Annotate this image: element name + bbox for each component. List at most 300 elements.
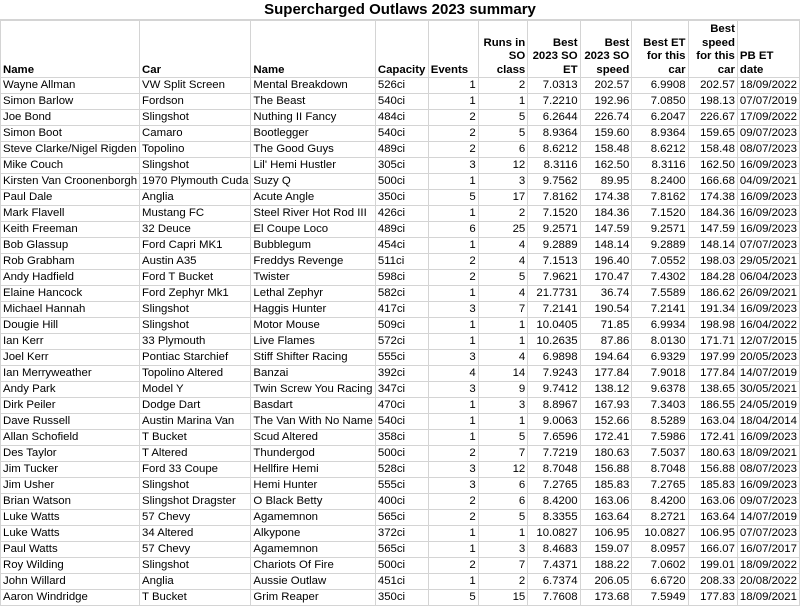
events-cell[interactable]: 1 [428, 398, 478, 414]
events-cell[interactable]: 1 [428, 414, 478, 430]
events-cell[interactable]: 3 [428, 478, 478, 494]
car-name-cell[interactable]: Lethal Zephyr [251, 286, 375, 302]
car-name-cell[interactable]: Bootlegger [251, 126, 375, 142]
col-header-events[interactable]: Events [428, 21, 478, 78]
events-cell[interactable]: 1 [428, 526, 478, 542]
car-best-speed-cell[interactable]: 158.48 [688, 142, 737, 158]
car-best-et-cell[interactable]: 8.0957 [632, 542, 688, 558]
best-speed-cell[interactable]: 174.38 [580, 190, 632, 206]
car-cell[interactable]: Pontiac Starchief [140, 350, 251, 366]
runs-cell[interactable]: 7 [478, 446, 528, 462]
pb-date-cell[interactable]: 16/09/2023 [737, 222, 799, 238]
car-cell[interactable]: T Bucket [140, 430, 251, 446]
car-best-speed-cell[interactable]: 186.62 [688, 286, 737, 302]
runs-cell[interactable]: 6 [478, 494, 528, 510]
best-speed-cell[interactable]: 172.41 [580, 430, 632, 446]
capacity-cell[interactable]: 500ci [375, 558, 428, 574]
car-name-cell[interactable]: Chariots Of Fire [251, 558, 375, 574]
pb-date-cell[interactable]: 26/09/2021 [737, 286, 799, 302]
best-et-cell[interactable]: 8.3355 [528, 510, 580, 526]
car-name-cell[interactable]: Aussie Outlaw [251, 574, 375, 590]
events-cell[interactable]: 1 [428, 334, 478, 350]
car-name-cell[interactable]: O Black Betty [251, 494, 375, 510]
driver-name-cell[interactable]: Paul Watts [1, 542, 140, 558]
events-cell[interactable]: 3 [428, 350, 478, 366]
capacity-cell[interactable]: 350ci [375, 190, 428, 206]
best-et-cell[interactable]: 7.2765 [528, 478, 580, 494]
runs-cell[interactable]: 25 [478, 222, 528, 238]
car-best-et-cell[interactable]: 10.0827 [632, 526, 688, 542]
car-name-cell[interactable]: Freddys Revenge [251, 254, 375, 270]
runs-cell[interactable]: 3 [478, 398, 528, 414]
car-cell[interactable]: Topolino [140, 142, 251, 158]
events-cell[interactable]: 1 [428, 206, 478, 222]
car-cell[interactable]: 57 Chevy [140, 542, 251, 558]
best-et-cell[interactable]: 8.4683 [528, 542, 580, 558]
car-name-cell[interactable]: Live Flames [251, 334, 375, 350]
car-cell[interactable]: Mustang FC [140, 206, 251, 222]
driver-name-cell[interactable]: Mark Flavell [1, 206, 140, 222]
pb-date-cell[interactable]: 07/07/2023 [737, 526, 799, 542]
capacity-cell[interactable]: 484ci [375, 110, 428, 126]
runs-cell[interactable]: 9 [478, 382, 528, 398]
capacity-cell[interactable]: 555ci [375, 478, 428, 494]
events-cell[interactable]: 2 [428, 110, 478, 126]
car-best-et-cell[interactable]: 8.5289 [632, 414, 688, 430]
capacity-cell[interactable]: 565ci [375, 510, 428, 526]
best-et-cell[interactable]: 8.9364 [528, 126, 580, 142]
pb-date-cell[interactable]: 16/09/2023 [737, 158, 799, 174]
best-speed-cell[interactable]: 202.57 [580, 78, 632, 94]
capacity-cell[interactable]: 500ci [375, 174, 428, 190]
car-best-speed-cell[interactable]: 174.38 [688, 190, 737, 206]
car-best-speed-cell[interactable]: 177.83 [688, 590, 737, 606]
best-et-cell[interactable]: 10.0405 [528, 318, 580, 334]
pb-date-cell[interactable]: 20/08/2022 [737, 574, 799, 590]
car-name-cell[interactable]: Acute Angle [251, 190, 375, 206]
pb-date-cell[interactable]: 08/07/2023 [737, 142, 799, 158]
col-header-driver-name[interactable]: Name [1, 21, 140, 78]
car-name-cell[interactable]: Lil' Hemi Hustler [251, 158, 375, 174]
car-name-cell[interactable]: Scud Altered [251, 430, 375, 446]
best-speed-cell[interactable]: 159.07 [580, 542, 632, 558]
car-cell[interactable]: Fordson [140, 94, 251, 110]
car-best-speed-cell[interactable]: 184.36 [688, 206, 737, 222]
best-et-cell[interactable]: 21.7731 [528, 286, 580, 302]
runs-cell[interactable]: 2 [478, 574, 528, 590]
car-best-speed-cell[interactable]: 172.41 [688, 430, 737, 446]
runs-cell[interactable]: 5 [478, 126, 528, 142]
pb-date-cell[interactable]: 20/05/2023 [737, 350, 799, 366]
car-name-cell[interactable]: The Beast [251, 94, 375, 110]
runs-cell[interactable]: 3 [478, 174, 528, 190]
pb-date-cell[interactable]: 16/09/2023 [737, 190, 799, 206]
events-cell[interactable]: 1 [428, 286, 478, 302]
car-cell[interactable]: 33 Plymouth [140, 334, 251, 350]
driver-name-cell[interactable]: Des Taylor [1, 446, 140, 462]
events-cell[interactable]: 1 [428, 430, 478, 446]
best-et-cell[interactable]: 9.7412 [528, 382, 580, 398]
best-speed-cell[interactable]: 170.47 [580, 270, 632, 286]
driver-name-cell[interactable]: Roy Wilding [1, 558, 140, 574]
car-best-et-cell[interactable]: 9.2889 [632, 238, 688, 254]
driver-name-cell[interactable]: Elaine Hancock [1, 286, 140, 302]
driver-name-cell[interactable]: Bob Glassup [1, 238, 140, 254]
car-name-cell[interactable]: Motor Mouse [251, 318, 375, 334]
driver-name-cell[interactable]: Wayne Allman [1, 78, 140, 94]
car-name-cell[interactable]: Bubblegum [251, 238, 375, 254]
events-cell[interactable]: 1 [428, 94, 478, 110]
col-header-pb-date[interactable]: PB ET date [737, 21, 799, 78]
col-header-car-best-speed[interactable]: Best speed for this car [688, 21, 737, 78]
events-cell[interactable]: 2 [428, 446, 478, 462]
driver-name-cell[interactable]: Dougie Hill [1, 318, 140, 334]
best-et-cell[interactable]: 10.2635 [528, 334, 580, 350]
events-cell[interactable]: 1 [428, 318, 478, 334]
car-best-et-cell[interactable]: 8.4200 [632, 494, 688, 510]
car-best-speed-cell[interactable]: 185.83 [688, 478, 737, 494]
best-speed-cell[interactable]: 71.85 [580, 318, 632, 334]
runs-cell[interactable]: 1 [478, 526, 528, 542]
driver-name-cell[interactable]: Ian Merryweather [1, 366, 140, 382]
best-speed-cell[interactable]: 148.14 [580, 238, 632, 254]
capacity-cell[interactable]: 400ci [375, 494, 428, 510]
driver-name-cell[interactable]: Jim Usher [1, 478, 140, 494]
car-best-et-cell[interactable]: 7.2141 [632, 302, 688, 318]
best-speed-cell[interactable]: 162.50 [580, 158, 632, 174]
best-speed-cell[interactable]: 196.40 [580, 254, 632, 270]
car-best-et-cell[interactable]: 8.6212 [632, 142, 688, 158]
car-cell[interactable]: Anglia [140, 190, 251, 206]
driver-name-cell[interactable]: Joel Kerr [1, 350, 140, 366]
car-best-speed-cell[interactable]: 163.04 [688, 414, 737, 430]
best-et-cell[interactable]: 7.2141 [528, 302, 580, 318]
car-cell[interactable]: Anglia [140, 574, 251, 590]
car-best-et-cell[interactable]: 7.3403 [632, 398, 688, 414]
best-et-cell[interactable]: 8.6212 [528, 142, 580, 158]
car-cell[interactable]: Slingshot Dragster [140, 494, 251, 510]
pb-date-cell[interactable]: 14/07/2019 [737, 510, 799, 526]
capacity-cell[interactable]: 509ci [375, 318, 428, 334]
capacity-cell[interactable]: 358ci [375, 430, 428, 446]
car-cell[interactable]: Austin Marina Van [140, 414, 251, 430]
best-et-cell[interactable]: 9.0063 [528, 414, 580, 430]
best-speed-cell[interactable]: 36.74 [580, 286, 632, 302]
events-cell[interactable]: 2 [428, 558, 478, 574]
car-cell[interactable]: T Bucket [140, 590, 251, 606]
runs-cell[interactable]: 2 [478, 78, 528, 94]
driver-name-cell[interactable]: Allan Schofield [1, 430, 140, 446]
car-best-speed-cell[interactable]: 162.50 [688, 158, 737, 174]
pb-date-cell[interactable]: 24/05/2019 [737, 398, 799, 414]
car-best-speed-cell[interactable]: 166.07 [688, 542, 737, 558]
car-cell[interactable]: VW Split Screen [140, 78, 251, 94]
best-speed-cell[interactable]: 173.68 [580, 590, 632, 606]
events-cell[interactable]: 2 [428, 126, 478, 142]
car-name-cell[interactable]: Suzy Q [251, 174, 375, 190]
car-name-cell[interactable]: Grim Reaper [251, 590, 375, 606]
car-best-et-cell[interactable]: 8.7048 [632, 462, 688, 478]
best-et-cell[interactable]: 6.2644 [528, 110, 580, 126]
best-et-cell[interactable]: 8.4200 [528, 494, 580, 510]
capacity-cell[interactable]: 451ci [375, 574, 428, 590]
car-name-cell[interactable]: Stiff Shifter Racing [251, 350, 375, 366]
car-best-speed-cell[interactable]: 198.13 [688, 94, 737, 110]
capacity-cell[interactable]: 470ci [375, 398, 428, 414]
pb-date-cell[interactable]: 16/09/2023 [737, 478, 799, 494]
car-best-et-cell[interactable]: 7.2765 [632, 478, 688, 494]
car-name-cell[interactable]: Thundergod [251, 446, 375, 462]
car-best-et-cell[interactable]: 7.5589 [632, 286, 688, 302]
driver-name-cell[interactable]: Dave Russell [1, 414, 140, 430]
best-speed-cell[interactable]: 206.05 [580, 574, 632, 590]
capacity-cell[interactable]: 540ci [375, 126, 428, 142]
pb-date-cell[interactable]: 18/09/2022 [737, 558, 799, 574]
driver-name-cell[interactable]: Dirk Peiler [1, 398, 140, 414]
driver-name-cell[interactable]: John Willard [1, 574, 140, 590]
car-cell[interactable]: 34 Altered [140, 526, 251, 542]
pb-date-cell[interactable]: 18/09/2022 [737, 78, 799, 94]
runs-cell[interactable]: 5 [478, 270, 528, 286]
driver-name-cell[interactable]: Luke Watts [1, 510, 140, 526]
car-name-cell[interactable]: Hemi Hunter [251, 478, 375, 494]
car-best-et-cell[interactable]: 7.0602 [632, 558, 688, 574]
car-best-et-cell[interactable]: 7.5986 [632, 430, 688, 446]
pb-date-cell[interactable]: 29/05/2021 [737, 254, 799, 270]
driver-name-cell[interactable]: Paul Dale [1, 190, 140, 206]
capacity-cell[interactable]: 582ci [375, 286, 428, 302]
best-speed-cell[interactable]: 190.54 [580, 302, 632, 318]
col-header-best-speed[interactable]: Best 2023 SO speed [580, 21, 632, 78]
car-name-cell[interactable]: Mental Breakdown [251, 78, 375, 94]
best-et-cell[interactable]: 9.2889 [528, 238, 580, 254]
col-header-runs[interactable]: Runs in SO class [478, 21, 528, 78]
car-name-cell[interactable]: Basdart [251, 398, 375, 414]
events-cell[interactable]: 6 [428, 222, 478, 238]
car-cell[interactable]: Ford 33 Coupe [140, 462, 251, 478]
car-best-speed-cell[interactable]: 106.95 [688, 526, 737, 542]
runs-cell[interactable]: 4 [478, 350, 528, 366]
capacity-cell[interactable]: 426ci [375, 206, 428, 222]
capacity-cell[interactable]: 540ci [375, 414, 428, 430]
car-cell[interactable]: Slingshot [140, 478, 251, 494]
runs-cell[interactable]: 1 [478, 414, 528, 430]
best-et-cell[interactable]: 9.2571 [528, 222, 580, 238]
car-cell[interactable]: Austin A35 [140, 254, 251, 270]
best-et-cell[interactable]: 7.1520 [528, 206, 580, 222]
car-name-cell[interactable]: Twin Screw You Racing [251, 382, 375, 398]
driver-name-cell[interactable]: Andy Park [1, 382, 140, 398]
runs-cell[interactable]: 4 [478, 286, 528, 302]
events-cell[interactable]: 2 [428, 254, 478, 270]
runs-cell[interactable]: 6 [478, 142, 528, 158]
pb-date-cell[interactable]: 18/09/2021 [737, 590, 799, 606]
best-et-cell[interactable]: 8.7048 [528, 462, 580, 478]
car-best-speed-cell[interactable]: 177.84 [688, 366, 737, 382]
best-speed-cell[interactable]: 163.06 [580, 494, 632, 510]
car-cell[interactable]: T Altered [140, 446, 251, 462]
best-speed-cell[interactable]: 106.95 [580, 526, 632, 542]
events-cell[interactable]: 2 [428, 270, 478, 286]
car-name-cell[interactable]: El Coupe Loco [251, 222, 375, 238]
runs-cell[interactable]: 4 [478, 238, 528, 254]
best-et-cell[interactable]: 7.4371 [528, 558, 580, 574]
best-et-cell[interactable]: 7.7608 [528, 590, 580, 606]
best-et-cell[interactable]: 8.3116 [528, 158, 580, 174]
best-et-cell[interactable]: 6.9898 [528, 350, 580, 366]
best-et-cell[interactable]: 7.9243 [528, 366, 580, 382]
driver-name-cell[interactable]: Steve Clarke/Nigel Rigden [1, 142, 140, 158]
car-name-cell[interactable]: Haggis Hunter [251, 302, 375, 318]
car-best-speed-cell[interactable]: 148.14 [688, 238, 737, 254]
driver-name-cell[interactable]: Luke Watts [1, 526, 140, 542]
runs-cell[interactable]: 3 [478, 542, 528, 558]
runs-cell[interactable]: 1 [478, 318, 528, 334]
runs-cell[interactable]: 6 [478, 478, 528, 494]
car-best-speed-cell[interactable]: 197.99 [688, 350, 737, 366]
runs-cell[interactable]: 12 [478, 462, 528, 478]
capacity-cell[interactable]: 555ci [375, 350, 428, 366]
capacity-cell[interactable]: 392ci [375, 366, 428, 382]
pb-date-cell[interactable]: 18/09/2021 [737, 446, 799, 462]
runs-cell[interactable]: 1 [478, 334, 528, 350]
driver-name-cell[interactable]: Simon Barlow [1, 94, 140, 110]
best-speed-cell[interactable]: 167.93 [580, 398, 632, 414]
car-best-et-cell[interactable]: 9.2571 [632, 222, 688, 238]
pb-date-cell[interactable]: 14/07/2019 [737, 366, 799, 382]
driver-name-cell[interactable]: Andy Hadfield [1, 270, 140, 286]
runs-cell[interactable]: 7 [478, 302, 528, 318]
best-speed-cell[interactable]: 156.88 [580, 462, 632, 478]
col-header-capacity[interactable]: Capacity [375, 21, 428, 78]
car-best-et-cell[interactable]: 8.3116 [632, 158, 688, 174]
pb-date-cell[interactable]: 16/09/2023 [737, 302, 799, 318]
car-name-cell[interactable]: Nuthing II Fancy [251, 110, 375, 126]
best-speed-cell[interactable]: 152.66 [580, 414, 632, 430]
car-best-et-cell[interactable]: 7.0552 [632, 254, 688, 270]
car-best-speed-cell[interactable]: 208.33 [688, 574, 737, 590]
best-speed-cell[interactable]: 192.96 [580, 94, 632, 110]
car-name-cell[interactable]: Banzai [251, 366, 375, 382]
car-best-speed-cell[interactable]: 198.03 [688, 254, 737, 270]
car-cell[interactable]: 32 Deuce [140, 222, 251, 238]
car-best-et-cell[interactable]: 9.6378 [632, 382, 688, 398]
runs-cell[interactable]: 5 [478, 510, 528, 526]
car-best-speed-cell[interactable]: 166.68 [688, 174, 737, 190]
driver-name-cell[interactable]: Aaron Windridge [1, 590, 140, 606]
car-name-cell[interactable]: Steel River Hot Rod III [251, 206, 375, 222]
car-cell[interactable]: 1970 Plymouth Cuda [140, 174, 251, 190]
best-speed-cell[interactable]: 226.74 [580, 110, 632, 126]
best-speed-cell[interactable]: 158.48 [580, 142, 632, 158]
capacity-cell[interactable]: 347ci [375, 382, 428, 398]
events-cell[interactable]: 1 [428, 78, 478, 94]
best-et-cell[interactable]: 10.0827 [528, 526, 580, 542]
events-cell[interactable]: 2 [428, 494, 478, 510]
capacity-cell[interactable]: 526ci [375, 78, 428, 94]
driver-name-cell[interactable]: Keith Freeman [1, 222, 140, 238]
car-best-speed-cell[interactable]: 159.65 [688, 126, 737, 142]
car-best-et-cell[interactable]: 7.0850 [632, 94, 688, 110]
best-speed-cell[interactable]: 89.95 [580, 174, 632, 190]
car-best-et-cell[interactable]: 8.2721 [632, 510, 688, 526]
car-best-et-cell[interactable]: 6.2047 [632, 110, 688, 126]
events-cell[interactable]: 3 [428, 158, 478, 174]
events-cell[interactable]: 2 [428, 510, 478, 526]
car-name-cell[interactable]: Alkypone [251, 526, 375, 542]
capacity-cell[interactable]: 350ci [375, 590, 428, 606]
car-name-cell[interactable]: Twister [251, 270, 375, 286]
pb-date-cell[interactable]: 07/07/2019 [737, 94, 799, 110]
pb-date-cell[interactable]: 16/04/2022 [737, 318, 799, 334]
car-cell[interactable]: Ford Zephyr Mk1 [140, 286, 251, 302]
car-best-speed-cell[interactable]: 226.67 [688, 110, 737, 126]
best-speed-cell[interactable]: 194.64 [580, 350, 632, 366]
car-cell[interactable]: Slingshot [140, 158, 251, 174]
capacity-cell[interactable]: 417ci [375, 302, 428, 318]
col-header-car[interactable]: Car [140, 21, 251, 78]
car-best-speed-cell[interactable]: 180.63 [688, 446, 737, 462]
pb-date-cell[interactable]: 17/09/2022 [737, 110, 799, 126]
car-best-speed-cell[interactable]: 147.59 [688, 222, 737, 238]
car-cell[interactable]: Ford T Bucket [140, 270, 251, 286]
best-speed-cell[interactable]: 87.86 [580, 334, 632, 350]
runs-cell[interactable]: 7 [478, 558, 528, 574]
car-best-et-cell[interactable]: 7.5949 [632, 590, 688, 606]
capacity-cell[interactable]: 540ci [375, 94, 428, 110]
best-et-cell[interactable]: 7.8162 [528, 190, 580, 206]
capacity-cell[interactable]: 372ci [375, 526, 428, 542]
car-best-et-cell[interactable]: 7.4302 [632, 270, 688, 286]
runs-cell[interactable]: 5 [478, 110, 528, 126]
driver-name-cell[interactable]: Brian Watson [1, 494, 140, 510]
car-best-et-cell[interactable]: 7.1520 [632, 206, 688, 222]
best-speed-cell[interactable]: 188.22 [580, 558, 632, 574]
col-header-car-best-et[interactable]: Best ET for this car [632, 21, 688, 78]
events-cell[interactable]: 4 [428, 366, 478, 382]
capacity-cell[interactable]: 454ci [375, 238, 428, 254]
car-best-et-cell[interactable]: 8.9364 [632, 126, 688, 142]
pb-date-cell[interactable]: 04/09/2021 [737, 174, 799, 190]
driver-name-cell[interactable]: Joe Bond [1, 110, 140, 126]
best-et-cell[interactable]: 7.6596 [528, 430, 580, 446]
car-best-et-cell[interactable]: 8.0130 [632, 334, 688, 350]
events-cell[interactable]: 3 [428, 462, 478, 478]
events-cell[interactable]: 3 [428, 382, 478, 398]
col-header-best-et[interactable]: Best 2023 SO ET [528, 21, 580, 78]
driver-name-cell[interactable]: Michael Hannah [1, 302, 140, 318]
car-best-speed-cell[interactable]: 163.06 [688, 494, 737, 510]
events-cell[interactable]: 1 [428, 174, 478, 190]
driver-name-cell[interactable]: Rob Grabham [1, 254, 140, 270]
car-cell[interactable]: Slingshot [140, 110, 251, 126]
car-best-speed-cell[interactable]: 156.88 [688, 462, 737, 478]
car-cell[interactable]: Ford Capri MK1 [140, 238, 251, 254]
pb-date-cell[interactable]: 09/07/2023 [737, 126, 799, 142]
car-cell[interactable]: Slingshot [140, 302, 251, 318]
car-best-et-cell[interactable]: 6.9934 [632, 318, 688, 334]
car-name-cell[interactable]: Agamemnon [251, 542, 375, 558]
pb-date-cell[interactable]: 12/07/2015 [737, 334, 799, 350]
car-cell[interactable]: Slingshot [140, 558, 251, 574]
car-best-et-cell[interactable]: 7.8162 [632, 190, 688, 206]
capacity-cell[interactable]: 565ci [375, 542, 428, 558]
driver-name-cell[interactable]: Kirsten Van Croonenborgh [1, 174, 140, 190]
pb-date-cell[interactable]: 18/04/2014 [737, 414, 799, 430]
pb-date-cell[interactable]: 16/07/2017 [737, 542, 799, 558]
car-best-speed-cell[interactable]: 171.71 [688, 334, 737, 350]
best-speed-cell[interactable]: 159.60 [580, 126, 632, 142]
